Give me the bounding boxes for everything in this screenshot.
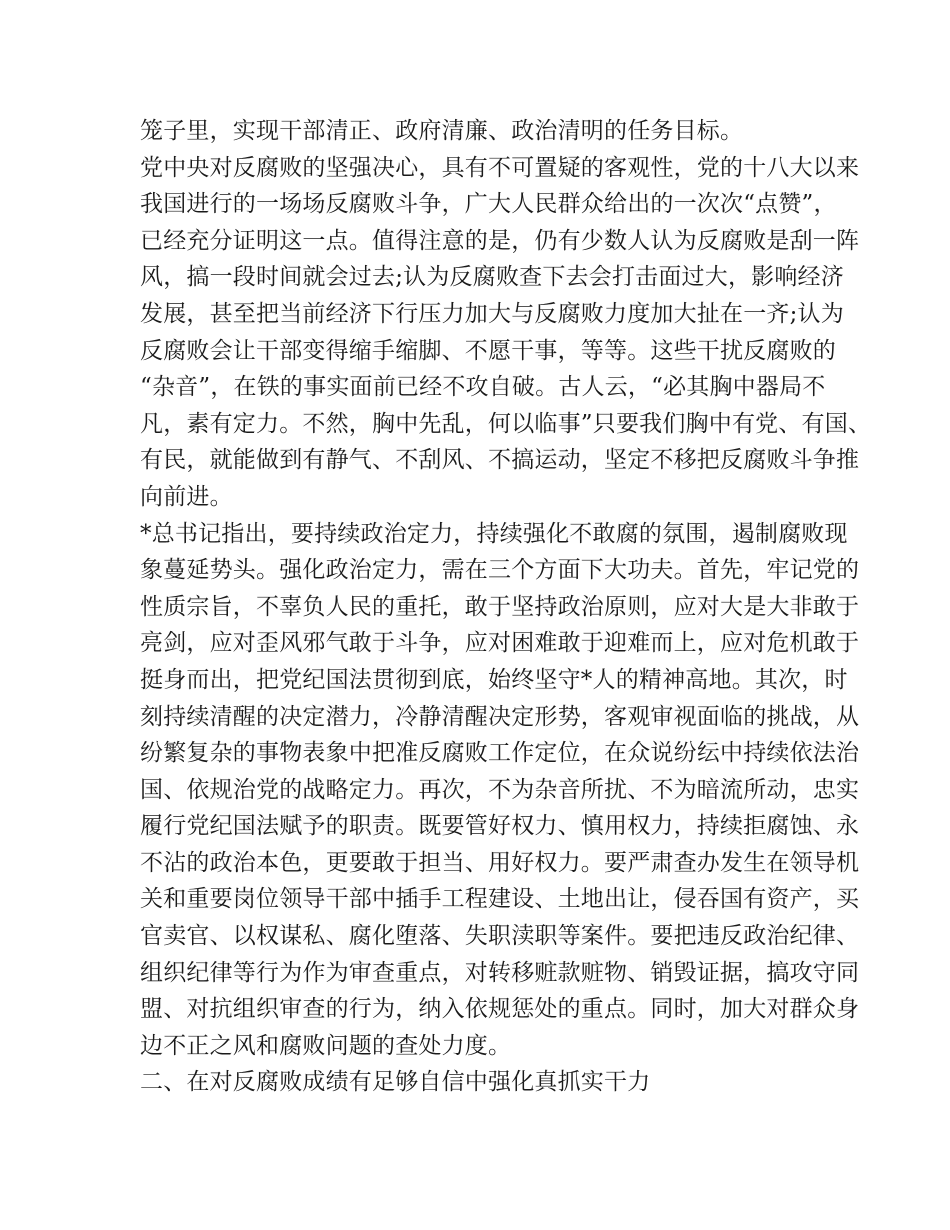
text-line: 有民，就能做到有静气、不刮风、不搞运动，坚定不移把反腐败斗争推: [140, 447, 860, 474]
text-line: 组织纪律等行为作为审查重点，对转移赃款赃物、销毁证据，搞攻守同: [140, 959, 860, 986]
text-line: 官卖官、以权谋私、腐化堕落、失职渎职等案件。要把违反政治纪律、: [140, 923, 860, 950]
text-line: 风，搞一段时间就会过去;认为反腐败查下去会打击面过大，影响经济: [140, 264, 844, 291]
text-line: 发展，甚至把当前经济下行压力加大与反腐败力度加大扯在一齐;认为: [140, 300, 844, 327]
document-body: [140, 113, 872, 1101]
text-line: 凡，素有定力。不然，胸中先乱，何以临事”只要我们胸中有党、有国、: [140, 410, 872, 437]
text-line: 党中央对反腐败的坚强决心，具有不可置疑的客观性，党的十八大以来: [140, 154, 860, 181]
text-line: 已经充分证明这一点。值得注意的是，仍有少数人认为反腐败是刮一阵: [140, 227, 860, 254]
text-line: 边不正之风和腐败问题的查处力度。: [140, 1032, 512, 1059]
section-heading: 二、在对反腐败成绩有足够自信中强化真抓实干力: [140, 1069, 651, 1096]
text-line: 性质宗旨，不辜负人民的重托，敢于坚持政治原则，应对大是大非敢于: [140, 593, 860, 620]
text-line: 盟、对抗组织审查的行为，纳入依规惩处的重点。同时，加大对群众身: [140, 996, 860, 1023]
text-line: *总书记指出，要持续政治定力，持续强化不敢腐的氛围，遏制腐败现: [140, 520, 848, 547]
text-line: 履行党纪国法赋予的职责。既要管好权力、慎用权力，持续拒腐蚀、永: [140, 813, 860, 840]
text-line: 关和重要岗位领导干部中插手工程建设、土地出让，侵吞国有资产，买: [140, 886, 860, 913]
text-line: 我国进行的一场场反腐败斗争，广大人民群众给出的一次次“点赞”，: [140, 191, 837, 218]
text-line: 国、依规治党的战略定力。再次，不为杂音所扰、不为暗流所动，忠实: [140, 776, 860, 803]
text-line: 不沾的政治本色，更要敢于担当、用好权力。要严肃查办发生在领导机: [140, 849, 860, 876]
text-line: 亮剑，应对歪风邪气敢于斗争，应对困难敢于迎难而上，应对危机敢于: [140, 630, 860, 657]
text-line: 挺身而出，把党纪国法贯彻到底，始终坚守*人的精神高地。其次，时: [140, 666, 848, 693]
text-line: 反腐败会让干部变得缩手缩脚、不愿干事，等等。这些干扰反腐败的: [140, 337, 836, 364]
text-line: 象蔓延势头。强化政治定力，需在三个方面下大功夫。首先，牢记党的: [140, 557, 860, 584]
text-line: 刻持续清醒的决定潜力，冷静清醒决定形势，客观审视面临的挑战，从: [140, 703, 860, 730]
text-line: 纷繁复杂的事物表象中把准反腐败工作定位，在众说纷纭中持续依法治: [140, 740, 860, 767]
text-line: “杂音”，在铁的事实面前已经不攻自破。古人云，“必其胸中器局不: [140, 374, 826, 401]
text-line: 向前进。: [140, 483, 233, 510]
text-line: 笼子里，实现干部清正、政府清廉、政治清明的任务目标。: [140, 118, 744, 144]
